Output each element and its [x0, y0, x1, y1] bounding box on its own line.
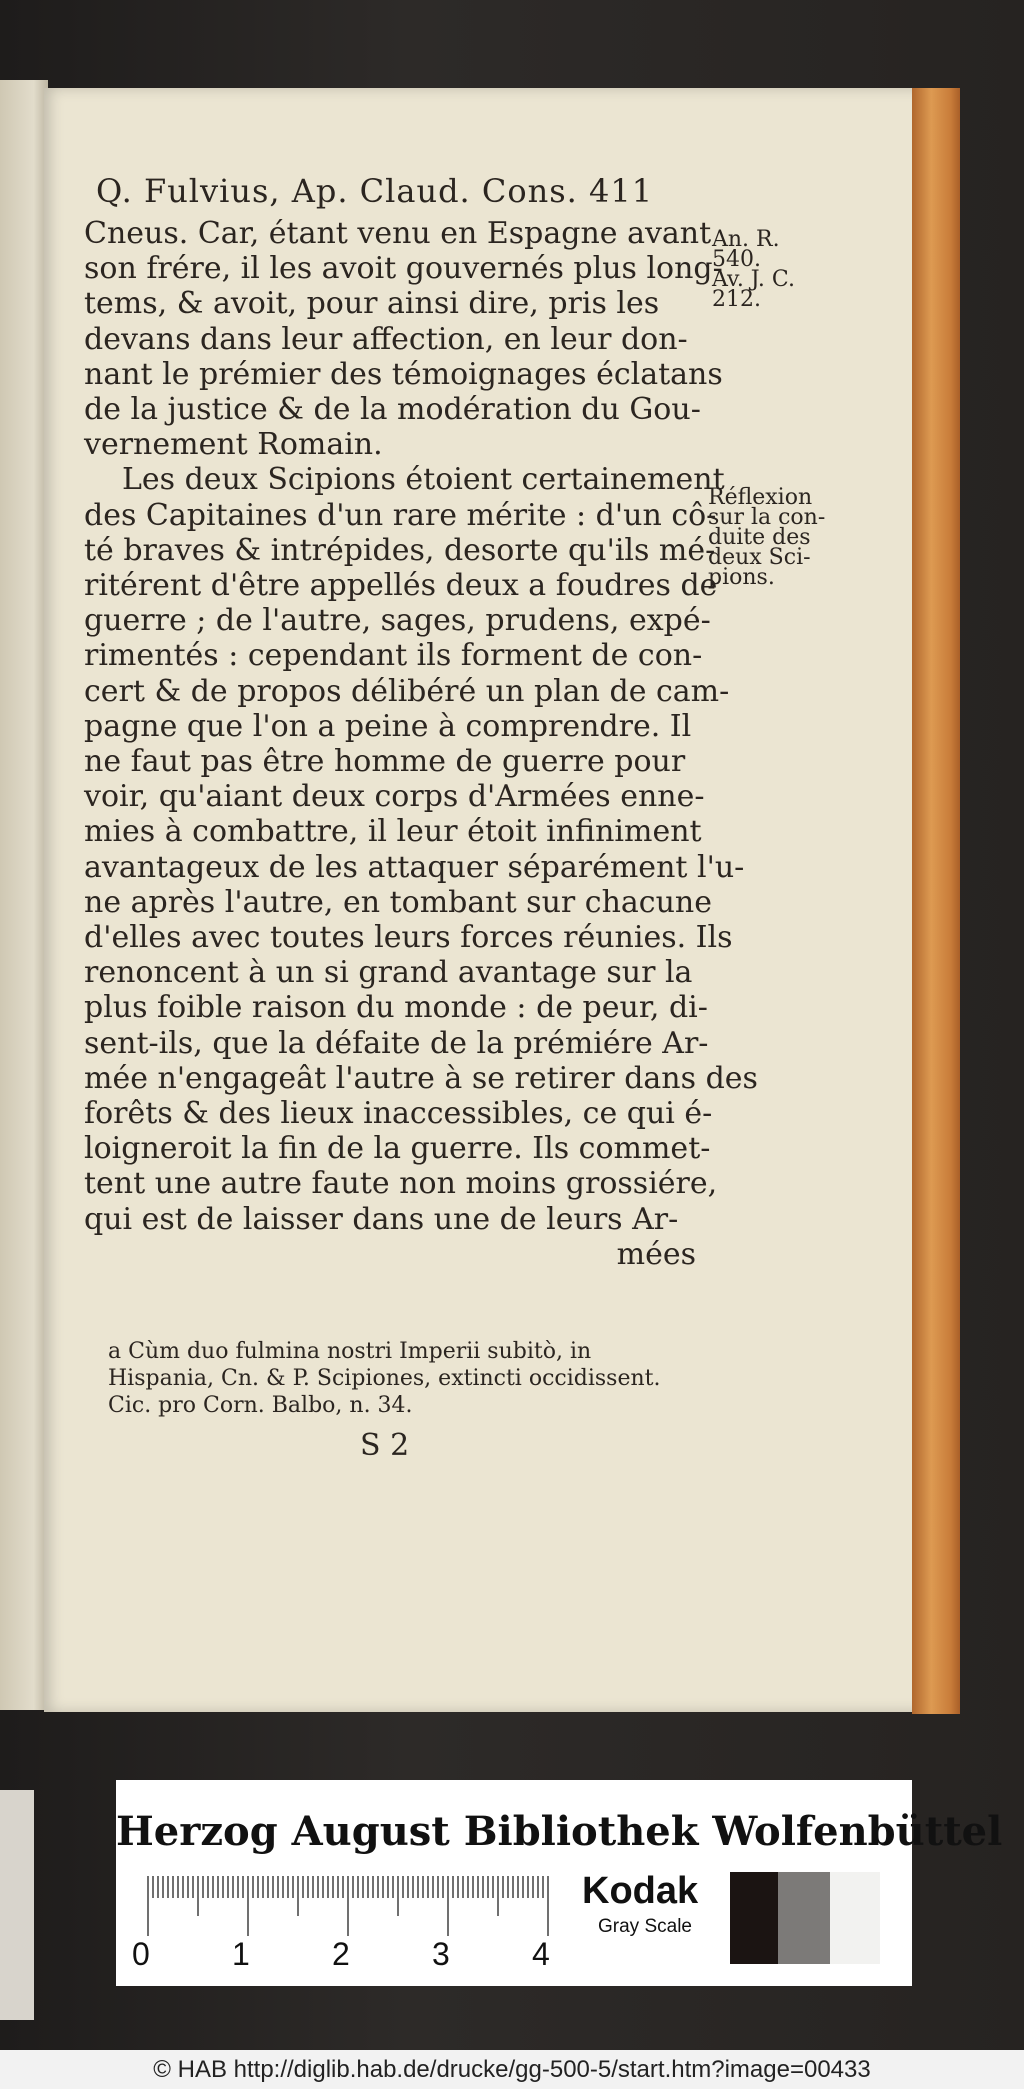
- page-edge-gilt: [912, 88, 960, 1714]
- text-line: renoncent à un si grand avantage sur la: [84, 955, 693, 991]
- text-line: avantageux de les attaquer séparément l'u-: [84, 849, 745, 885]
- text-line: ne après l'autre, en tombant sur chacune: [84, 884, 712, 920]
- margin-note-line: 540.: [712, 247, 761, 272]
- gray-scale-label: Gray Scale: [598, 1916, 692, 1937]
- text-line: pagne que l'on a peine à comprendre. Il: [84, 708, 692, 744]
- text-line: son frére, il les avoit gouvernés plus long-: [84, 251, 723, 287]
- text-line: sent-ils, que la défaite de la prémiére Ar-: [84, 1025, 709, 1061]
- text-line: forêts & des lieux inaccessibles, ce qui é-: [84, 1096, 713, 1132]
- color-reference-bar: [116, 1780, 1003, 1986]
- margin-note-line: deux Sci-: [708, 545, 811, 570]
- margin-note-line: sur la con-: [708, 505, 826, 530]
- footnote-line: Cic. pro Corn. Balbo, n. 34.: [108, 1393, 413, 1418]
- footnote: [108, 1338, 698, 1419]
- catchword: mées: [616, 1236, 696, 1272]
- margin-note-line: pions.: [708, 565, 775, 590]
- text-line: nant le prémier des témoignages éclatans: [84, 356, 723, 392]
- text-line: plus foible raison du monde : de peur, di-: [84, 990, 708, 1026]
- text-line: mée n'engageât l'autre à se retirer dans des: [84, 1060, 758, 1096]
- text-line: cert & de propos délibéré un plan de cam-: [84, 673, 730, 709]
- swatch-gray: [778, 1872, 830, 1964]
- margin-note-line: 212.: [712, 287, 761, 312]
- ruler-number: 3: [432, 1936, 450, 1972]
- margin-note-year: [712, 227, 795, 312]
- text-line: qui est de laisser dans une de leurs Ar-: [84, 1201, 679, 1237]
- kodak-logo: Kodak: [582, 1870, 699, 1912]
- text-line: des Capitaines d'un rare mérite : d'un cô-: [84, 497, 717, 533]
- left-tab: [0, 1790, 34, 2020]
- margin-note-line: An. R.: [712, 227, 780, 252]
- text-line: tent une autre faute non moins grossiére,: [84, 1166, 718, 1202]
- text-line: Les deux Scipions étoient certainement: [122, 462, 725, 498]
- text-line: mies à combattre, il leur étoit infiniment: [84, 814, 702, 850]
- text-line: d'elles avec toutes leurs forces réunies. Ils: [84, 920, 733, 956]
- ruler-number: 2: [332, 1936, 350, 1972]
- text-line: té braves & intrépides, desorte qu'ils mé-: [84, 532, 716, 568]
- text-line: guerre ; de l'autre, sages, prudens, expé-: [84, 603, 711, 639]
- running-head: Q. Fulvius, Ap. Claud. Cons. 411: [96, 172, 654, 210]
- ruler-scale: [144, 1876, 564, 1936]
- margin-note-reflexion: [708, 485, 826, 590]
- footnote-line: a Cùm duo fulmina nostri Imperii subitò, in: [108, 1339, 592, 1364]
- margin-note-line: Av. J. C.: [712, 267, 795, 292]
- ruler-number: 4: [532, 1936, 550, 1972]
- source-url: © HAB http://diglib.hab.de/drucke/gg-500-5/start.htm?image=00433: [0, 2050, 1024, 2089]
- margin-note-line: Réflexion: [708, 485, 813, 510]
- facing-page-edge: [0, 80, 48, 1710]
- ruler-number: 1: [232, 1936, 250, 1972]
- text-line: voir, qu'aiant deux corps d'Armées enne-: [84, 779, 705, 815]
- text-line: ne faut pas être homme de guerre pour: [84, 744, 686, 780]
- margin-note-line: duite des: [708, 525, 811, 550]
- text-line: rimentés : cependant ils forment de con-: [84, 638, 703, 674]
- swatch-black: [730, 1872, 778, 1964]
- ruler-number: 0: [132, 1936, 150, 1972]
- signature-mark: S 2: [360, 1428, 410, 1463]
- text-line: loigneroit la fin de la guerre. Ils commet-: [84, 1131, 711, 1167]
- swatch-white: [830, 1872, 880, 1964]
- library-name: Herzog August Bibliothek Wolfenbüttel: [116, 1808, 1003, 1855]
- text-line: devans dans leur affection, en leur don-: [84, 321, 688, 357]
- text-line: de la justice & de la modération du Gou-: [84, 392, 701, 428]
- text-line: ritérent d'être appellés deux a foudres de: [84, 568, 718, 604]
- footnote-line: Hispania, Cn. & P. Scipiones, extincti occidissent.: [108, 1366, 661, 1391]
- text-line: Cneus. Car, étant venu en Espagne avant: [84, 216, 712, 251]
- text-line: vernement Romain.: [84, 427, 383, 463]
- text-line: tems, & avoit, pour ainsi dire, pris les: [84, 286, 660, 322]
